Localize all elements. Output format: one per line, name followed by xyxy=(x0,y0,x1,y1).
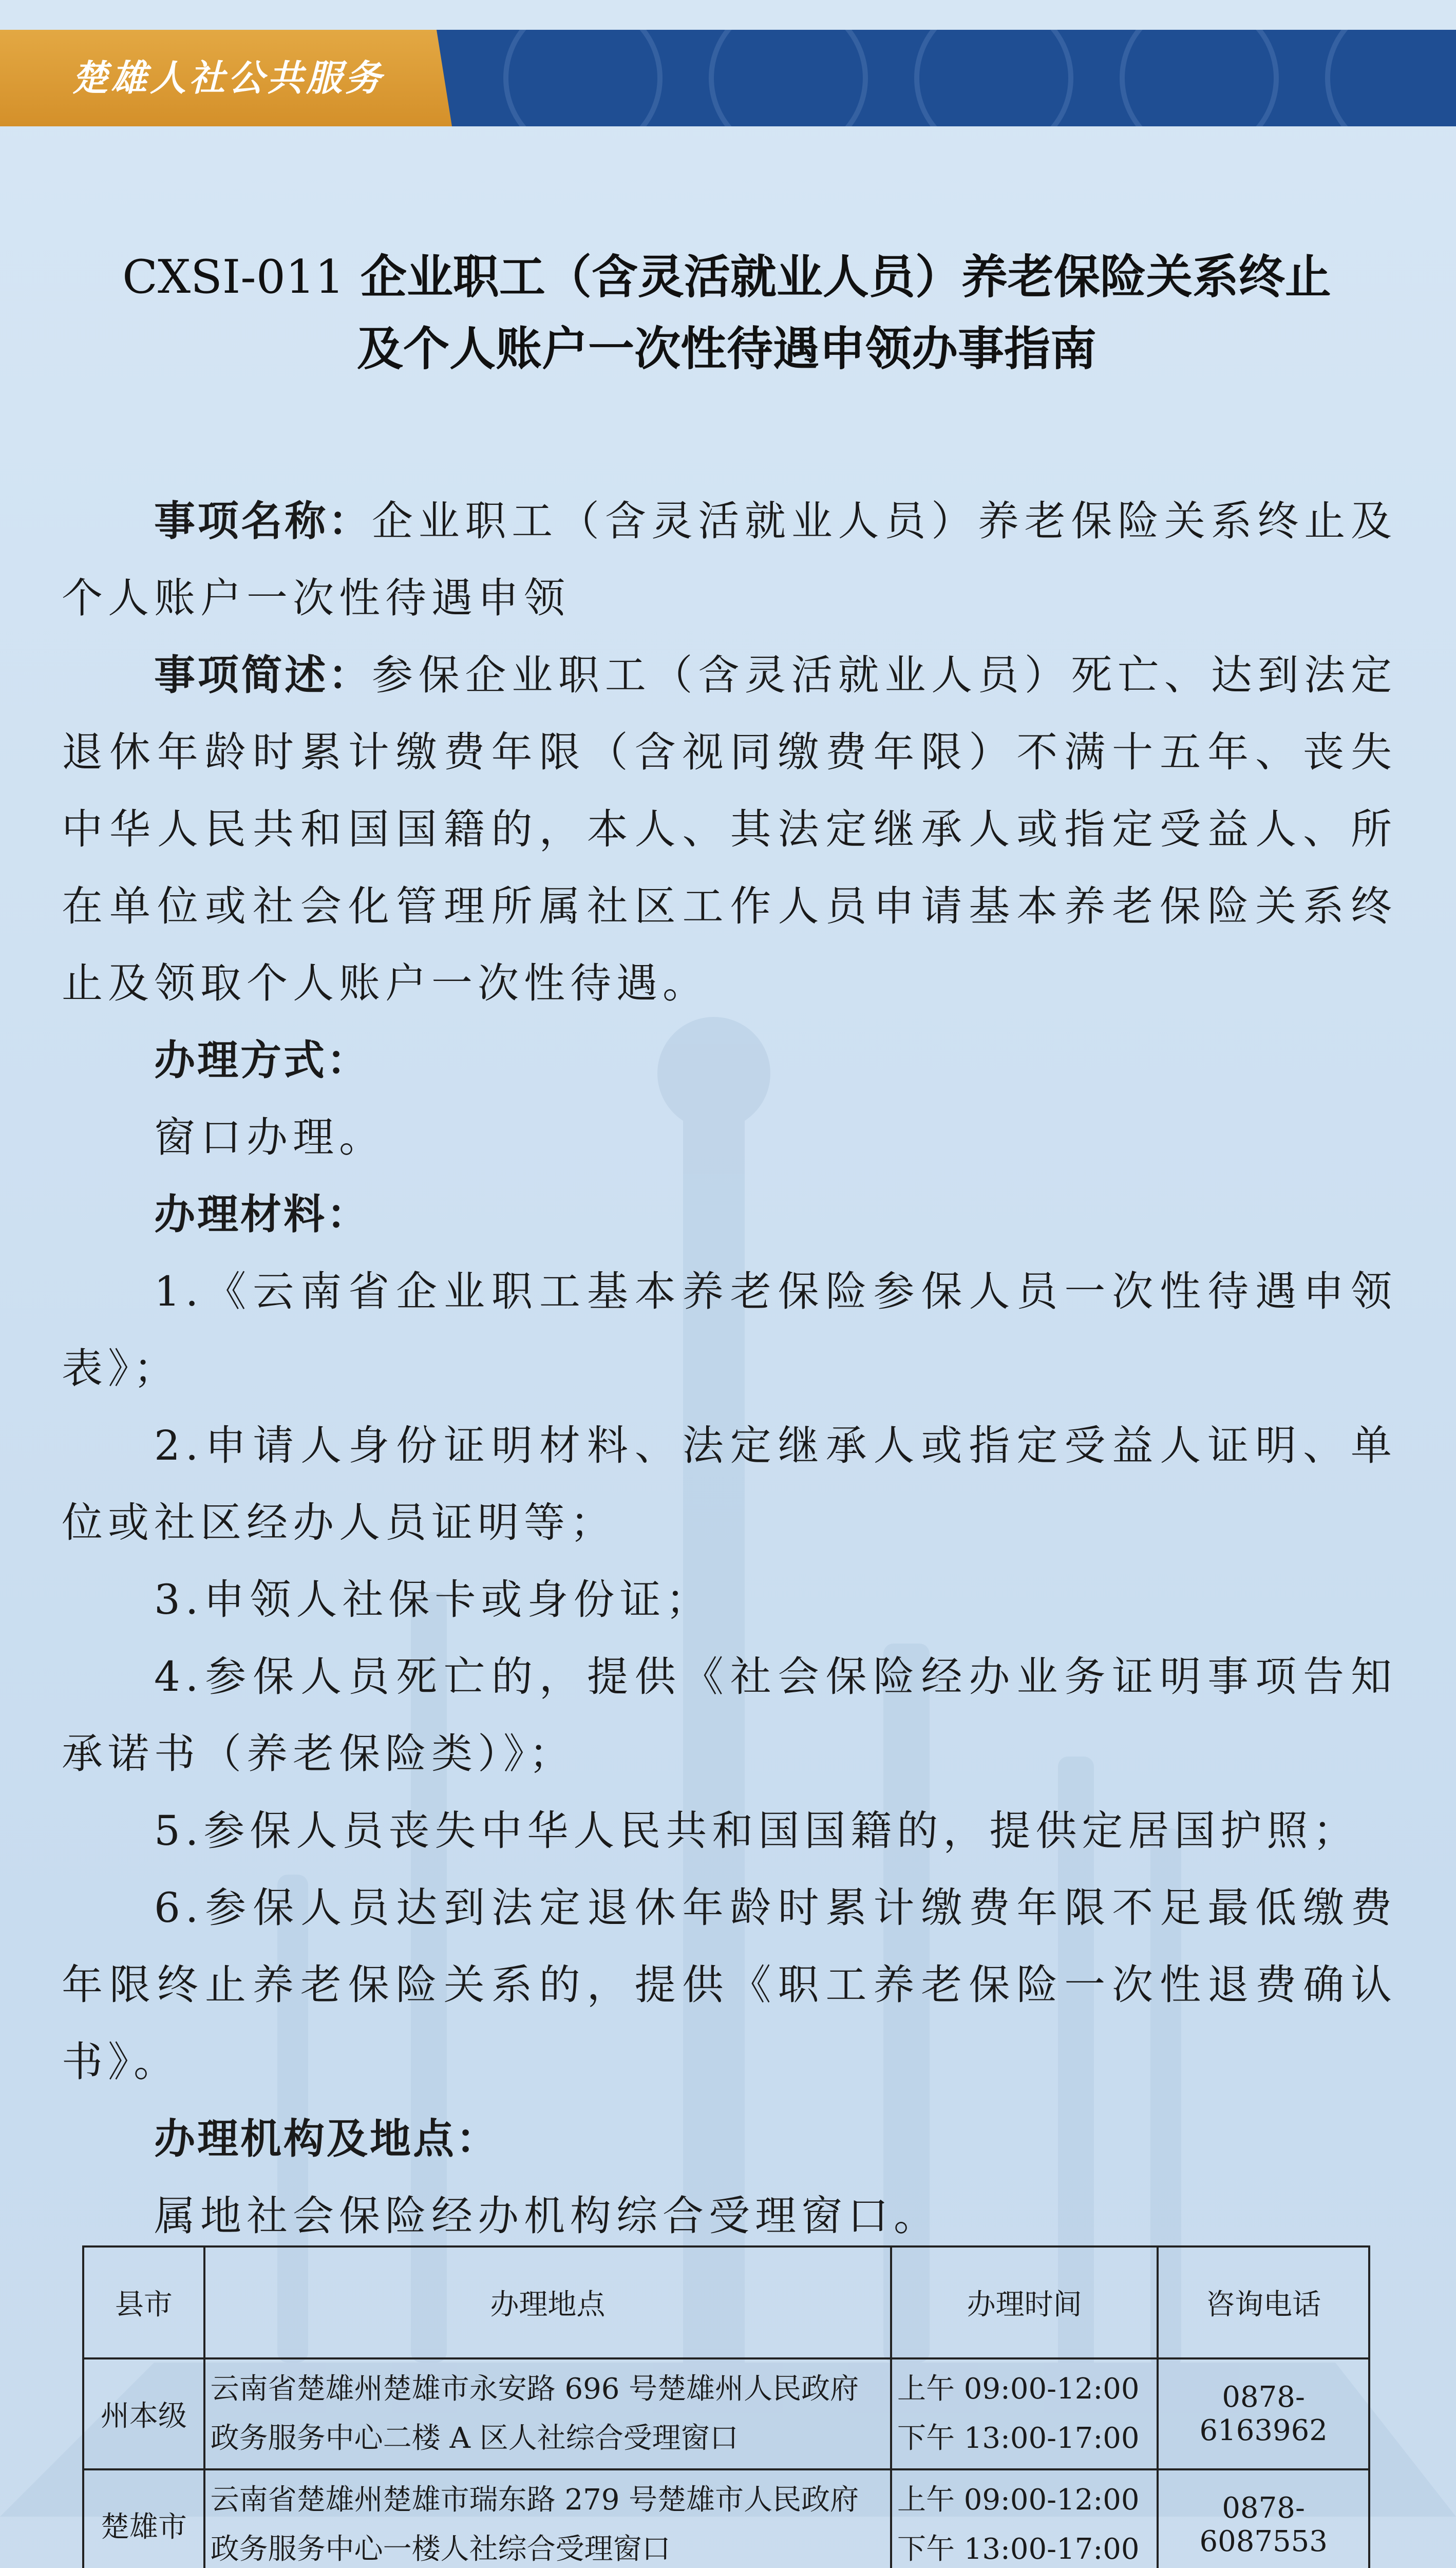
hours-cell xyxy=(891,2358,1158,2469)
phone-cell: 0878-6163962 xyxy=(1158,2358,1369,2469)
address-cell: 云南省楚雄州楚雄市瑞东路 279 号楚雄市人民政府政务服务中心一楼人社综合受理窗口 xyxy=(204,2469,891,2568)
header-pattern xyxy=(429,30,1456,126)
title-code: CXSI-011 xyxy=(122,250,345,304)
material-item: 4.参保人员死亡的，提供《社会保险经办业务证明事项告知承诺书（养老保险类）》； xyxy=(62,1653,1397,1778)
phone-cell: 0878-6087553 xyxy=(1158,2469,1369,2568)
material-item: 5.参保人员丧失中华人民共和国国籍的，提供定居国护照； xyxy=(154,1807,1359,1855)
material-item: 2.申请人身份证明材料、法定继承人或指定受益人证明、单位或社区经办人员证明等； xyxy=(62,1422,1397,1546)
table-header-row xyxy=(83,2246,1369,2358)
item-description xyxy=(62,637,1397,1022)
table-header-cell: 办理时间 xyxy=(891,2246,1158,2358)
material-item: 1.《云南省企业职工基本养老保险参保人员一次性待遇申领表》； xyxy=(62,1268,1397,1392)
material-item: 3.申领人社保卡或身份证； xyxy=(154,1576,712,1623)
area-cell: 州本级 xyxy=(83,2358,204,2469)
table-header-cell: 办理地点 xyxy=(204,2246,891,2358)
brand-name: 楚雄人社公共服务 xyxy=(72,57,384,99)
hours-pm: 下午 13:00-17:00 xyxy=(897,2422,1140,2455)
table-row xyxy=(83,2469,1369,2568)
item-name-text: 企业职工（含灵活就业人员）养老保险关系终止及个人账户一次性待遇申领 xyxy=(62,497,1397,622)
table-row xyxy=(83,2358,1369,2469)
page-title xyxy=(51,241,1402,385)
location-text: 属地社会保险经办机构综合受理窗口。 xyxy=(154,2192,940,2240)
hours-pm: 下午 13:00-17:00 xyxy=(897,2533,1140,2566)
method-text: 窗口办理。 xyxy=(154,1113,385,1161)
table-header-cell: 咨询电话 xyxy=(1158,2246,1369,2358)
item-description-label: 事项简述： xyxy=(154,651,372,699)
table-header-cell: 县市 xyxy=(83,2246,204,2358)
area-cell: 楚雄市 xyxy=(83,2469,204,2568)
address-cell: 云南省楚雄州楚雄市永安路 696 号楚雄州人民政府政务服务中心二楼 A 区人社综合受理窗口 xyxy=(204,2358,891,2469)
office-table xyxy=(82,2245,1370,2568)
item-name-label: 事项名称： xyxy=(154,497,372,545)
hours-am: 上午 09:00-12:00 xyxy=(897,2483,1140,2517)
hours-cell xyxy=(891,2469,1158,2568)
hours-am: 上午 09:00-12:00 xyxy=(897,2372,1140,2406)
method-label: 办理方式： xyxy=(154,1036,370,1084)
item-name xyxy=(62,483,1397,637)
material-item: 6.参保人员达到法定退休年龄时累计缴费年限不足最低缴费年限终止养老保险关系的，提供《职工养老保险一次性退费确认书》。 xyxy=(62,1884,1397,2086)
guide-body xyxy=(62,483,1397,2255)
materials-label: 办理材料： xyxy=(154,1191,370,1238)
title-line-1: CXSI-011 企业职工（含灵活就业人员）养老保险关系终止 xyxy=(122,250,1331,304)
item-description-text: 参保企业职工（含灵活就业人员）死亡、达到法定退休年龄时累计缴费年限（含视同缴费年限）不满十五年、丧失中华人民共和国国籍的，本人、其法定继承人或指定受益人、所在单位或社会化管理所属社区工作人员申请基本养老保险关系终止及领取个人账户一次性待遇。 xyxy=(62,651,1397,1007)
title-line-2: 及个人账户一次性待遇申领办事指南 xyxy=(357,322,1096,376)
location-label: 办理机构及地点： xyxy=(154,2115,499,2163)
